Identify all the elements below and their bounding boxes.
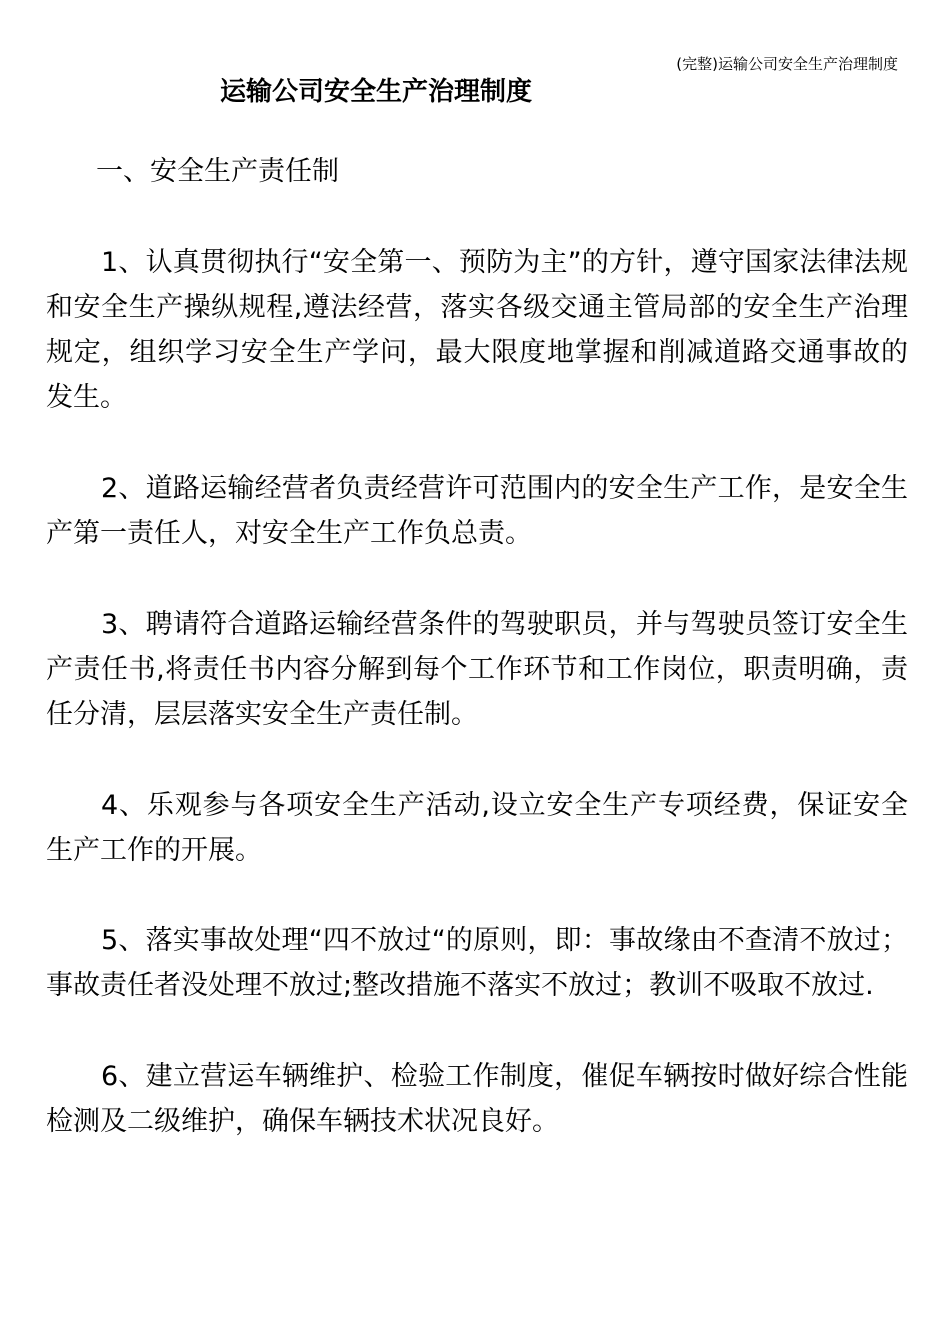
paragraph-4: 4、乐观参与各项安全生产活动,设立安全生产专项经费，保证安全生产工作的开展。	[46, 790, 908, 866]
paragraph-3: 3、聘请符合道路运输经营条件的驾驶职员，并与驾驶员签订安全生产责任书,将责任书内容分解到每个工作环节和工作岗位，职责明确，责任分清，层层落实安全生产责任制。	[46, 609, 908, 730]
section-heading: 一、安全生产责任制	[96, 156, 339, 187]
paragraph-2: 2、道路运输经营者负责经营许可范围内的安全生产工作，是安全生产第一责任人，对安全生产工作负总责。	[46, 473, 908, 549]
paragraph-5: 5、落实事故处理“四不放过“的原则，即：事故缘由不查清不放过；事故责任者没处理不放过;整改措施不落实不放过；教训不吸取不放过.	[46, 925, 908, 1001]
paragraph-1: 1、认真贯彻执行“安全第一、预防为主”的方针，遵守国家法律法规和安全生产操纵规程,遵法经营，落实各级交通主管局部的安全生产治理规定，组织学习安全生产学问，最大限度地掌握和削减道路交通事故的发生。	[46, 247, 908, 413]
paragraph-6: 6、建立营运车辆维护、检验工作制度，催促车辆按时做好综合性能检测及二级维护，确保车辆技术状况良好。	[46, 1061, 908, 1137]
document-title: 运输公司安全生产治理制度	[220, 77, 533, 107]
header-note: (完整)运输公司安全生产治理制度	[676, 55, 898, 73]
